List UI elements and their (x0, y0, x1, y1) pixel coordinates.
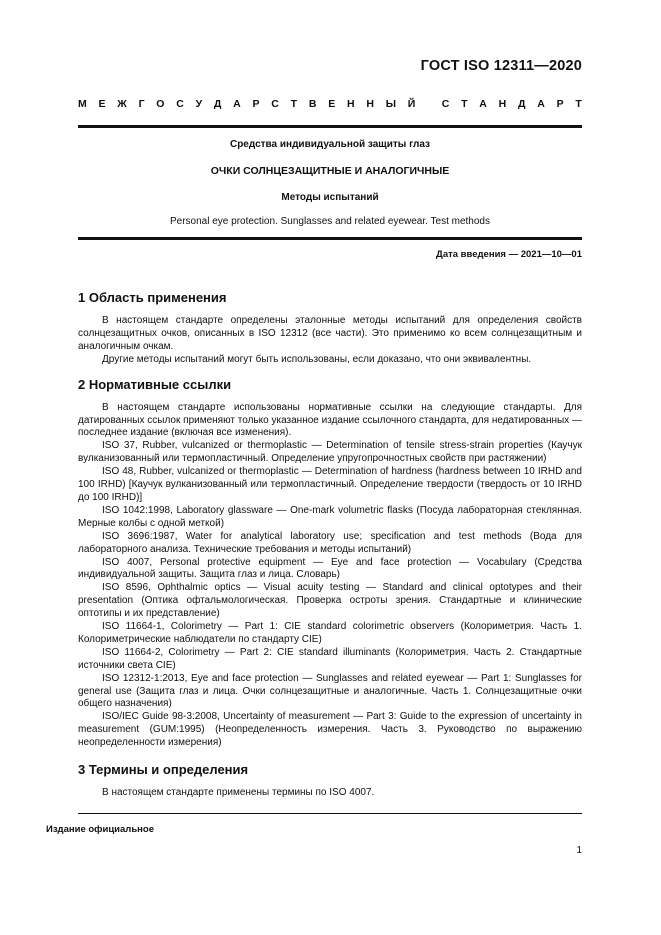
banner-letter: А (479, 98, 487, 110)
banner-letter: Н (498, 98, 507, 110)
title-main: ОЧКИ СОЛНЦЕЗАЩИТНЫЕ И АНАЛОГИЧНЫЕ (210, 165, 450, 177)
paragraph: В настоящем стандарте определены эталонные методы испытаний для определения свойств солнцезащитных очков, описанных в ISO 12312 (все части). Это применимо ко всем солнцезащитным и аналогичным очкам. (78, 315, 582, 352)
section-heading: 3 Термины и определения (78, 762, 249, 778)
official-edition-label: Издание официальное (46, 824, 154, 835)
banner-letter: Д (213, 98, 222, 110)
banner-letter: Д (518, 98, 526, 110)
reference-item: ISO 12312-1:2013, Eye and face protection — Sunglasses and related eyewear — Part 1: Sunglasses for general use (Защита глаз и лица. Очки солнцезащитные и аналогичные. Часть 1. Солнцезащитные очки общего назначения) (78, 672, 582, 710)
banner-letter: С (271, 98, 279, 110)
title-rule (78, 237, 582, 240)
reference-item: ISO 1042:1998, Laboratory glassware — One-mark volumetric flasks (Посуда лабораторная стеклянная. Мерные колбы с одной меткой) (78, 504, 582, 529)
banner-letter: Ы (385, 98, 396, 110)
banner-letter: А (233, 98, 241, 110)
reference-item: ISO 11664-1, Colorimetry — Part 1: CIE standard colorimetric observers (Колориметрия. Часть 1. Колориметрические наблюдатели по стандарту CIE) (78, 621, 582, 645)
reference-item: ISO 3696:1987, Water for analytical laboratory use; specification and test methods (Вода для лабораторного анализа. Технические требования и методы испытаний) (78, 530, 582, 555)
banner-letter: Н (346, 98, 355, 110)
banner-letter: А (537, 98, 545, 110)
title-english: Personal eye protection. Sunglasses and related eyewear. Test methods (169, 216, 490, 227)
section-heading: 2 Нормативные ссылки (78, 376, 232, 392)
page-number: 1 (576, 845, 582, 856)
paragraph: Другие методы испытаний могут быть использованы, если доказано, что они эквивалентны. (102, 353, 532, 365)
banner-letter: С (176, 98, 184, 110)
title-subtitle: Методы испытаний (281, 192, 379, 203)
standard-code: ГОСТ ISO 12311—2020 (420, 58, 582, 74)
banner-letter: Н (366, 98, 374, 110)
paragraph: В настоящем стандарте применены термины по ISO 4007. (102, 787, 375, 799)
reference-item: ISO 37, Rubber, vulcanized or thermoplastic — Determination of tensile stress-strain properties (Каучук вулканизованный или термопластичный. Определение упругопрочностных свойств при растяжении) (78, 440, 582, 465)
banner-letter: Ж (117, 98, 127, 110)
reference-item: ISO 4007, Personal protective equipment — Eye and face protection — Vocabulary (Средства индивидуальной защиты. Защита глаз и лица. Словарь) (78, 556, 582, 581)
banner-letter: У (195, 98, 203, 110)
document-body (78, 290, 582, 800)
banner-letter: М (78, 98, 87, 110)
banner-letter: Г (138, 98, 145, 110)
reference-item: ISO 48, Rubber, vulcanized or thermoplastic — Determination of hardness (hardness between 10 IRHD and 100 IRHD) [Каучук вулканизованный или термопластичный. Определение твердости (твердость от 10 IRHD до 100 IRHD)] (78, 466, 582, 503)
banner-letter: Е (328, 98, 336, 110)
section-normative-references (78, 377, 582, 750)
reference-item: ISO 11664-2, Colorimetry — Part 2: CIE standard illuminants (Колориметрия. Часть 2. Стандартные источники света CIE) (78, 646, 582, 671)
banner-letter: Т (461, 98, 468, 110)
banner-letter: Т (575, 98, 582, 110)
section-terms-definitions (78, 762, 582, 800)
title-category: Средства индивидуальной защиты глаз (229, 139, 431, 150)
banner-letter: Й (407, 98, 416, 110)
banner-letter: О (156, 98, 165, 110)
paragraph: В настоящем стандарте использованы нормативные ссылки на следующие стандарты. Для датированных ссылок применяют только указанное издание ссылочного стандарта, для недатированных — последнее издание (включая все изменения). (78, 401, 582, 439)
banner-letter: С (441, 98, 450, 110)
reference-item: ISO/IEC Guide 98-3:2008, Uncertainty of measurement — Part 3: Guide to the expression of uncertainty in measurement (GUM:1995) (Неопределенность измерения. Часть 3. Руководство по выражению неопределенности измерения) (78, 711, 582, 749)
footer-rule (78, 813, 582, 814)
banner-letter: В (308, 98, 317, 110)
header-rule (78, 125, 582, 128)
banner-gap (427, 98, 430, 110)
introduction-date: Дата введения — 2021—10—01 (436, 249, 582, 260)
reference-item: ISO 8596, Ophthalmic optics — Visual acuity testing — Standard and clinical optotypes and their presentation (Оптика офтальмологическая. Проверка остроты зрения. Стандартные и клинические оптотипы и их представление) (78, 582, 582, 620)
banner-letter: Р (556, 98, 564, 110)
interstate-standard-banner (78, 98, 582, 110)
banner-letter: Т (290, 98, 298, 110)
banner-letter: Р (252, 98, 260, 110)
section-heading: 1 Область применения (78, 290, 227, 305)
banner-letter: Е (98, 98, 106, 110)
section-scope (78, 290, 582, 367)
